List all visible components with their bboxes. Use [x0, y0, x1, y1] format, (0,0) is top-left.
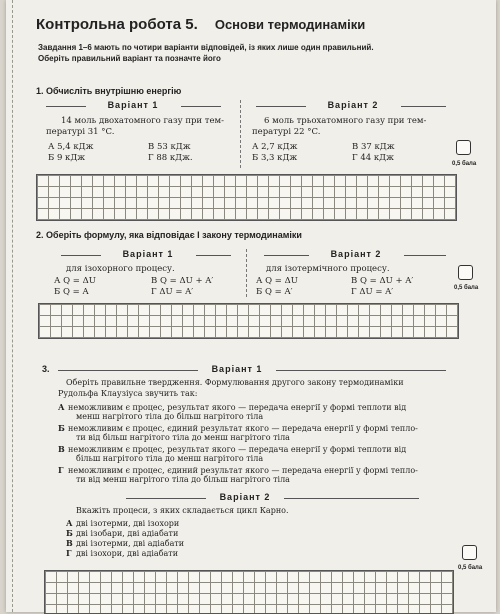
q1-v2-text-2: пературі 22 °C. [252, 127, 321, 137]
q3-variant1-title: Варіант 1 [211, 364, 263, 374]
q2-v2-option-g: Г ΔU = A′ [351, 287, 394, 297]
q2-v1-option-v: В Q = ΔU + A′ [151, 276, 214, 286]
q3-option-g-line-2: ти від менш нагрітого тіла до більш нагрітого тіла [76, 475, 290, 484]
q1-answer-grid[interactable] [36, 174, 457, 221]
q1-v1-option-b: Б 9 кДж [48, 153, 86, 163]
q3-variant2-title: Варіант 2 [219, 492, 271, 502]
q2-score: 0,5 бала [454, 285, 479, 291]
instructions [38, 42, 458, 64]
q2-v1-text: для ізохорного процесу. [66, 264, 175, 274]
q3-v2-option-g-letter: Г [66, 548, 72, 558]
q3-v2-option-a-letter: А [66, 518, 73, 528]
q3-answer-grid[interactable] [44, 570, 454, 614]
q3-option-b-line-2: ти від більш нагрітого тіла до менш нагрітого тіла [76, 433, 290, 442]
q3-answer-box[interactable] [462, 545, 477, 560]
q3-option-v-letter: В [58, 444, 65, 454]
q1-v1-rule-left [46, 106, 86, 107]
q3-option-b-letter: Б [58, 423, 65, 433]
q1-score: 0,5 бала [452, 161, 477, 167]
page-title: Контрольна робота 5. [36, 16, 198, 33]
q3-v2-option-b-letter: Б [66, 528, 73, 538]
q2-answer-box[interactable] [458, 265, 473, 280]
q3-intro-1: Оберіть правильне твердження. Формулювання другого закону термодинаміки [66, 378, 404, 387]
worksheet-page [6, 0, 496, 612]
q2-divider [246, 249, 247, 297]
q3-option-v-line-2: більш нагрітого тіла до менш нагрітого тіла [76, 454, 264, 463]
q3-v2-option-g [66, 548, 178, 560]
q2-header: 2. Оберіть формулу, яка відповідає І закону термодинаміки [36, 230, 302, 240]
q3-option-a-line-1: неможливим є процес, результат якого — передача енергії у формі теплоти від [68, 403, 407, 412]
q3-v2-option-b-text: дві ізобари, дві адіабати [76, 529, 179, 538]
q3-v2-option-v-text: дві ізотерми, дві адіабати [76, 539, 185, 548]
instruction-line-2: Оберіть правильний варіант та позначте його [38, 54, 221, 63]
q3-option-g-letter: Г [58, 465, 64, 475]
q1-v2-rule-left [256, 106, 306, 107]
q1-variant2-title: Варіант 2 [327, 100, 379, 110]
q3-v2-rule-left [126, 498, 206, 499]
q3-option-g-line-1: неможливим є процес, єдиний результат якого — передача енергії у формі тепло- [68, 466, 418, 475]
q1-v2-text-1: 6 моль трьохатомного газу при тем- [264, 116, 427, 126]
q3-intro-2: Рудольфа Клаузіуса звучить так: [58, 389, 198, 398]
q2-v2-option-b: Б Q = A′ [256, 287, 293, 297]
page-subtitle: Основи термодинаміки [214, 17, 366, 32]
q2-v2-text: для ізотермічного процесу. [266, 264, 390, 274]
q1-v2-option-v: В 37 кДж [352, 142, 395, 152]
q1-v2-option-a: А 2,7 кДж [252, 142, 298, 152]
q1-v1-text-1: 14 моль двохатомного газу при тем- [61, 116, 225, 126]
page-fold-line [12, 0, 14, 612]
q3-score: 0,5 бала [458, 565, 483, 571]
q3-option-b-line-1: неможливим є процес, єдиний результат якого — передача енергії у формі тепло- [68, 424, 418, 433]
q3-option-a-letter: А [58, 402, 65, 412]
q1-v1-text-2: пературі 31 °C. [46, 127, 115, 137]
q1-v1-option-g: Г 88 кДж. [148, 153, 193, 163]
q1-v2-option-b: Б 3,3 кДж [252, 153, 298, 163]
q1-answer-box[interactable] [456, 140, 471, 155]
q1-header: 1. Обчисліть внутрішню енергію [36, 86, 182, 96]
q3-v2-option-v-letter: В [66, 538, 73, 548]
q3-number: 3. [42, 364, 50, 374]
q2-v2-option-v: В Q = ΔU + A′ [351, 276, 414, 286]
q3-v2-option-g-text: дві ізохори, дві адіабати [76, 549, 179, 558]
q1-v1-rule-right [181, 106, 221, 107]
q2-variant1-title: Варіант 1 [122, 249, 174, 259]
q2-variant2-title: Варіант 2 [330, 249, 382, 259]
q1-variant1-title: Варіант 1 [107, 100, 159, 110]
q1-v2-option-g: Г 44 кДж [352, 153, 394, 163]
q3-v1-rule-right [276, 370, 446, 371]
q3-v2-option-a-text: дві ізотерми, дві ізохори [76, 519, 180, 528]
q2-v2-rule-right [404, 255, 446, 256]
q1-v1-option-v: В 53 кДж [148, 142, 191, 152]
q1-v2-rule-right [401, 106, 446, 107]
q2-v1-rule-right [196, 255, 231, 256]
q3-v2-intro: Вкажіть процеси, з яких складається цикл Карно. [76, 506, 289, 515]
q2-v1-option-b: Б Q = A [54, 287, 89, 297]
q1-v1-option-a: А 5,4 кДж [48, 142, 94, 152]
instruction-line-1: Завдання 1–6 мають по чотири варіанти відповідей, із яких лише один правильний. [38, 43, 374, 52]
q3-option-a-line-2: менш нагрітого тіла до більш нагрітого тіла [76, 412, 264, 421]
q2-v2-option-a: А Q = ΔU [256, 276, 298, 286]
title-block [36, 14, 365, 33]
q2-v1-rule-left [61, 255, 101, 256]
q3-v2-rule-right [284, 498, 419, 499]
q2-v1-option-a: А Q = ΔU [54, 276, 96, 286]
q2-answer-grid[interactable] [38, 303, 459, 339]
q3-v1-rule-left [58, 370, 198, 371]
q1-divider [240, 100, 241, 168]
q2-v1-option-g: Г ΔU = A′ [151, 287, 194, 297]
q3-option-v-line-1: неможливим є процес, результат якого — передача енергії у формі теплоти від [68, 445, 407, 454]
q2-v2-rule-left [264, 255, 309, 256]
